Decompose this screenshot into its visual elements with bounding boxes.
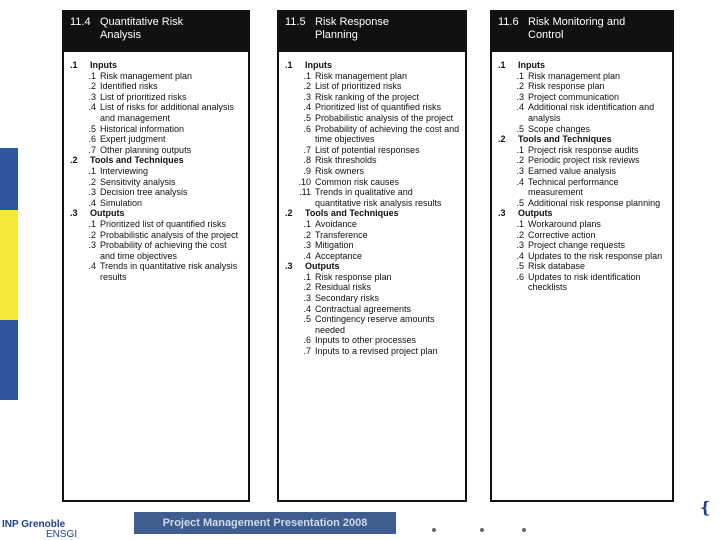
- list-item: [285, 124, 461, 145]
- item-number: .3: [88, 91, 96, 102]
- section-number: .3: [498, 208, 506, 219]
- section-title: Tools and Techniques: [90, 155, 184, 166]
- item-number: .3: [88, 240, 96, 251]
- slide-footer: [0, 500, 720, 540]
- item-text: Workaround plans: [528, 218, 601, 229]
- list-item: [285, 81, 461, 92]
- process-title: Quantitative Risk Analysis: [100, 16, 184, 41]
- list-item: [285, 282, 461, 293]
- process-title: Risk Response Planning: [315, 16, 389, 41]
- item-number: .6: [88, 134, 96, 145]
- item-number: .2: [88, 229, 96, 240]
- section-heading: [70, 155, 244, 166]
- item-number: .5: [88, 123, 96, 134]
- item-text: Technical performance measurement: [528, 176, 619, 198]
- item-number: .4: [303, 102, 311, 113]
- item-number: .3: [303, 240, 311, 251]
- list-item: [285, 155, 461, 166]
- item-text: List of potential responses: [315, 144, 420, 155]
- section-number: .1: [285, 60, 293, 70]
- item-number: .1: [516, 70, 524, 81]
- list-item: [498, 166, 668, 177]
- item-number: .1: [303, 271, 311, 282]
- item-text: Risk database: [528, 261, 586, 272]
- item-number: .2: [516, 229, 524, 240]
- section-title: Tools and Techniques: [518, 134, 612, 145]
- list-item: [70, 71, 244, 82]
- item-text: Contingency reserve amounts needed: [315, 314, 435, 335]
- list-item: [285, 92, 461, 103]
- process-number: 11.5: [285, 16, 306, 28]
- section-title: Outputs: [305, 261, 340, 272]
- accent-strip-yellow: [0, 210, 18, 320]
- item-text: Additional risk identification and analysis: [528, 102, 655, 123]
- process-number: 11.4: [70, 16, 91, 28]
- item-text: Probabilistic analysis of the project: [100, 229, 239, 240]
- list-item: [498, 230, 668, 241]
- item-text: Risk response plan: [528, 81, 605, 92]
- list-item: [70, 219, 244, 230]
- item-number: .1: [303, 218, 311, 229]
- process-content: [279, 52, 465, 500]
- item-number: .4: [303, 250, 311, 261]
- item-text: Prioritized list of quantified risks: [315, 102, 442, 113]
- item-text: Updates to the risk response plan: [528, 250, 663, 261]
- item-text: Project change requests: [528, 240, 626, 251]
- section-title: Inputs: [518, 60, 545, 70]
- list-item: [285, 230, 461, 241]
- item-number: .4: [88, 261, 96, 272]
- item-text: Risk management plan: [100, 70, 193, 81]
- list-item: [70, 134, 244, 145]
- list-item: [70, 166, 244, 177]
- item-text: Simulation: [100, 197, 143, 208]
- item-text: Identified risks: [100, 81, 158, 92]
- item-text: Risk response plan: [315, 271, 392, 282]
- process-number: 11.6: [498, 16, 519, 28]
- list-item: [70, 198, 244, 209]
- list-item: [285, 219, 461, 230]
- process-header: [64, 12, 248, 52]
- item-number: .1: [88, 165, 96, 176]
- section-title: Inputs: [90, 60, 117, 70]
- footer-title: Project Management Presentation 2008: [134, 512, 396, 534]
- list-item: [285, 346, 461, 357]
- list-item: [498, 177, 668, 198]
- list-item: [285, 335, 461, 346]
- item-text: Probabilistic analysis of the project: [315, 112, 454, 123]
- section-heading: [498, 134, 668, 145]
- item-text: Expert judgment: [100, 134, 166, 145]
- item-number: .4: [88, 102, 96, 113]
- item-text: Trends in quantitative risk analysis results: [100, 261, 238, 282]
- item-text: Inputs to other processes: [315, 335, 417, 346]
- item-number: .2: [303, 81, 311, 92]
- item-text: Additional risk response planning: [528, 197, 661, 208]
- list-item: [285, 71, 461, 82]
- section-heading: [285, 208, 461, 219]
- institution-logo-subtitle: ENSGI: [46, 529, 78, 540]
- list-item: [498, 251, 668, 262]
- list-item: [498, 240, 668, 251]
- list-item: [70, 124, 244, 135]
- item-number: .2: [88, 81, 96, 92]
- section-title: Tools and Techniques: [305, 208, 399, 219]
- list-item: [285, 113, 461, 124]
- item-number: .6: [516, 271, 524, 282]
- list-item: [70, 230, 244, 241]
- item-number: .2: [88, 176, 96, 187]
- item-number: .5: [303, 112, 311, 123]
- list-item: [70, 187, 244, 198]
- item-text: Prioritized list of quantified risks: [100, 218, 227, 229]
- item-number: .7: [303, 346, 311, 357]
- list-item: [285, 251, 461, 262]
- item-number: .8: [303, 155, 311, 166]
- item-text: Other planning outputs: [100, 144, 192, 155]
- list-item: [498, 272, 668, 293]
- item-text: Trends in qualitative and quantitative risk analysis results: [315, 187, 442, 208]
- decorative-swirl-icon: ❴: [698, 500, 712, 517]
- item-text: Risk thresholds: [315, 155, 377, 166]
- process-box-quantitative-risk-analysis: [62, 10, 250, 502]
- process-box-risk-monitoring-and-control: [490, 10, 674, 502]
- list-item: [285, 187, 461, 208]
- list-item: [70, 92, 244, 103]
- item-number: .5: [303, 314, 311, 325]
- item-number: .4: [303, 303, 311, 314]
- list-item: [498, 219, 668, 230]
- item-text: Risk management plan: [315, 70, 408, 81]
- item-number: .4: [88, 197, 96, 208]
- section-number: .1: [498, 60, 506, 70]
- item-text: Risk ranking of the project: [315, 91, 420, 102]
- footer-dot: [480, 528, 484, 532]
- list-item: [285, 272, 461, 283]
- item-number: .3: [516, 240, 524, 251]
- item-number: .4: [516, 102, 524, 113]
- list-item: [70, 261, 244, 282]
- section-number: .2: [285, 208, 293, 219]
- section-number: .2: [498, 134, 506, 145]
- section-number: .3: [285, 261, 293, 272]
- list-item: [498, 155, 668, 166]
- item-text: Project communication: [528, 91, 620, 102]
- item-number: .6: [303, 335, 311, 346]
- item-text: Inputs to a revised project plan: [315, 346, 438, 357]
- list-item: [70, 240, 244, 261]
- list-item: [285, 177, 461, 188]
- accent-strip-blue-top: [0, 148, 18, 210]
- list-item: [285, 293, 461, 304]
- item-number: .3: [516, 165, 524, 176]
- list-item: [70, 102, 244, 123]
- item-number: .11: [299, 187, 311, 198]
- item-number: .2: [303, 282, 311, 293]
- item-number: .5: [516, 197, 524, 208]
- item-number: .7: [303, 144, 311, 155]
- list-item: [285, 166, 461, 177]
- process-header: [279, 12, 465, 52]
- item-number: .1: [516, 144, 524, 155]
- item-text: Acceptance: [315, 250, 363, 261]
- item-text: Avoidance: [315, 218, 357, 229]
- section-number: .2: [70, 155, 78, 166]
- item-text: Project risk response audits: [528, 144, 639, 155]
- item-number: .3: [88, 187, 96, 198]
- footer-dot: [522, 528, 526, 532]
- footer-dot: [432, 528, 436, 532]
- item-text: Risk owners: [315, 165, 365, 176]
- list-item: [70, 81, 244, 92]
- section-heading: [498, 60, 668, 71]
- item-number: .9: [303, 165, 311, 176]
- item-number: .5: [516, 261, 524, 272]
- item-text: List of prioritized risks: [315, 81, 402, 92]
- item-number: .3: [303, 293, 311, 304]
- item-number: .3: [516, 91, 524, 102]
- list-item: [498, 198, 668, 209]
- section-heading: [70, 208, 244, 219]
- item-text: Periodic project risk reviews: [528, 155, 640, 166]
- item-number: .2: [516, 155, 524, 166]
- item-number: .6: [303, 123, 311, 134]
- accent-strip-blue-bottom: [0, 320, 18, 400]
- section-title: Inputs: [305, 60, 332, 70]
- item-text: Sensitivity analysis: [100, 176, 176, 187]
- item-number: .3: [303, 91, 311, 102]
- list-item: [498, 124, 668, 135]
- item-text: Transference: [315, 229, 368, 240]
- section-number: .1: [70, 60, 78, 70]
- process-content: [64, 52, 248, 500]
- scanned-figure: [30, 0, 705, 512]
- item-text: Scope changes: [528, 123, 591, 134]
- item-text: Contractual agreements: [315, 303, 412, 314]
- list-item: [285, 145, 461, 156]
- list-item: [285, 240, 461, 251]
- section-title: Outputs: [90, 208, 125, 219]
- list-item: [285, 314, 461, 335]
- list-item: [285, 102, 461, 113]
- process-box-risk-response-planning: [277, 10, 467, 502]
- item-text: Probability of achieving the cost and time objectives: [315, 123, 460, 145]
- item-text: Updates to risk identification checklists: [528, 271, 641, 293]
- section-title: Outputs: [518, 208, 553, 219]
- section-number: .3: [70, 208, 78, 219]
- item-number: .2: [303, 229, 311, 240]
- item-text: Corrective action: [528, 229, 596, 240]
- item-number: .1: [516, 218, 524, 229]
- list-item: [70, 145, 244, 156]
- section-heading: [498, 208, 668, 219]
- item-number: .10: [298, 176, 311, 187]
- item-number: .4: [516, 176, 524, 187]
- process-content: [492, 52, 672, 500]
- item-text: List of prioritized risks: [100, 91, 187, 102]
- item-text: Mitigation: [315, 240, 354, 251]
- item-text: Common risk causes: [315, 176, 400, 187]
- item-text: Residual risks: [315, 282, 372, 293]
- section-heading: [285, 261, 461, 272]
- item-number: .4: [516, 250, 524, 261]
- institution-logo: INP Grenoble: [2, 519, 66, 530]
- item-number: .2: [516, 81, 524, 92]
- item-text: Interviewing: [100, 165, 149, 176]
- list-item: [285, 304, 461, 315]
- item-text: List of risks for additional analysis and management: [100, 102, 235, 123]
- item-text: Probability of achieving the cost and time objectives: [100, 240, 227, 261]
- list-item: [70, 177, 244, 188]
- item-text: Risk management plan: [528, 70, 621, 81]
- item-number: .5: [516, 123, 524, 134]
- process-title: Risk Monitoring and Control: [528, 16, 626, 41]
- item-number: .1: [88, 218, 96, 229]
- item-text: Decision tree analysis: [100, 187, 188, 198]
- item-number: .7: [88, 144, 96, 155]
- item-number: .1: [88, 70, 96, 81]
- list-item: [498, 92, 668, 103]
- section-heading: [285, 60, 461, 71]
- item-text: Historical information: [100, 123, 185, 134]
- list-item: [498, 102, 668, 123]
- section-heading: [70, 60, 244, 71]
- item-text: Secondary risks: [315, 293, 380, 304]
- list-item: [498, 71, 668, 82]
- list-item: [498, 261, 668, 272]
- list-item: [498, 81, 668, 92]
- process-header: [492, 12, 672, 52]
- list-item: [498, 145, 668, 156]
- item-text: Earned value analysis: [528, 165, 617, 176]
- item-number: .1: [303, 70, 311, 81]
